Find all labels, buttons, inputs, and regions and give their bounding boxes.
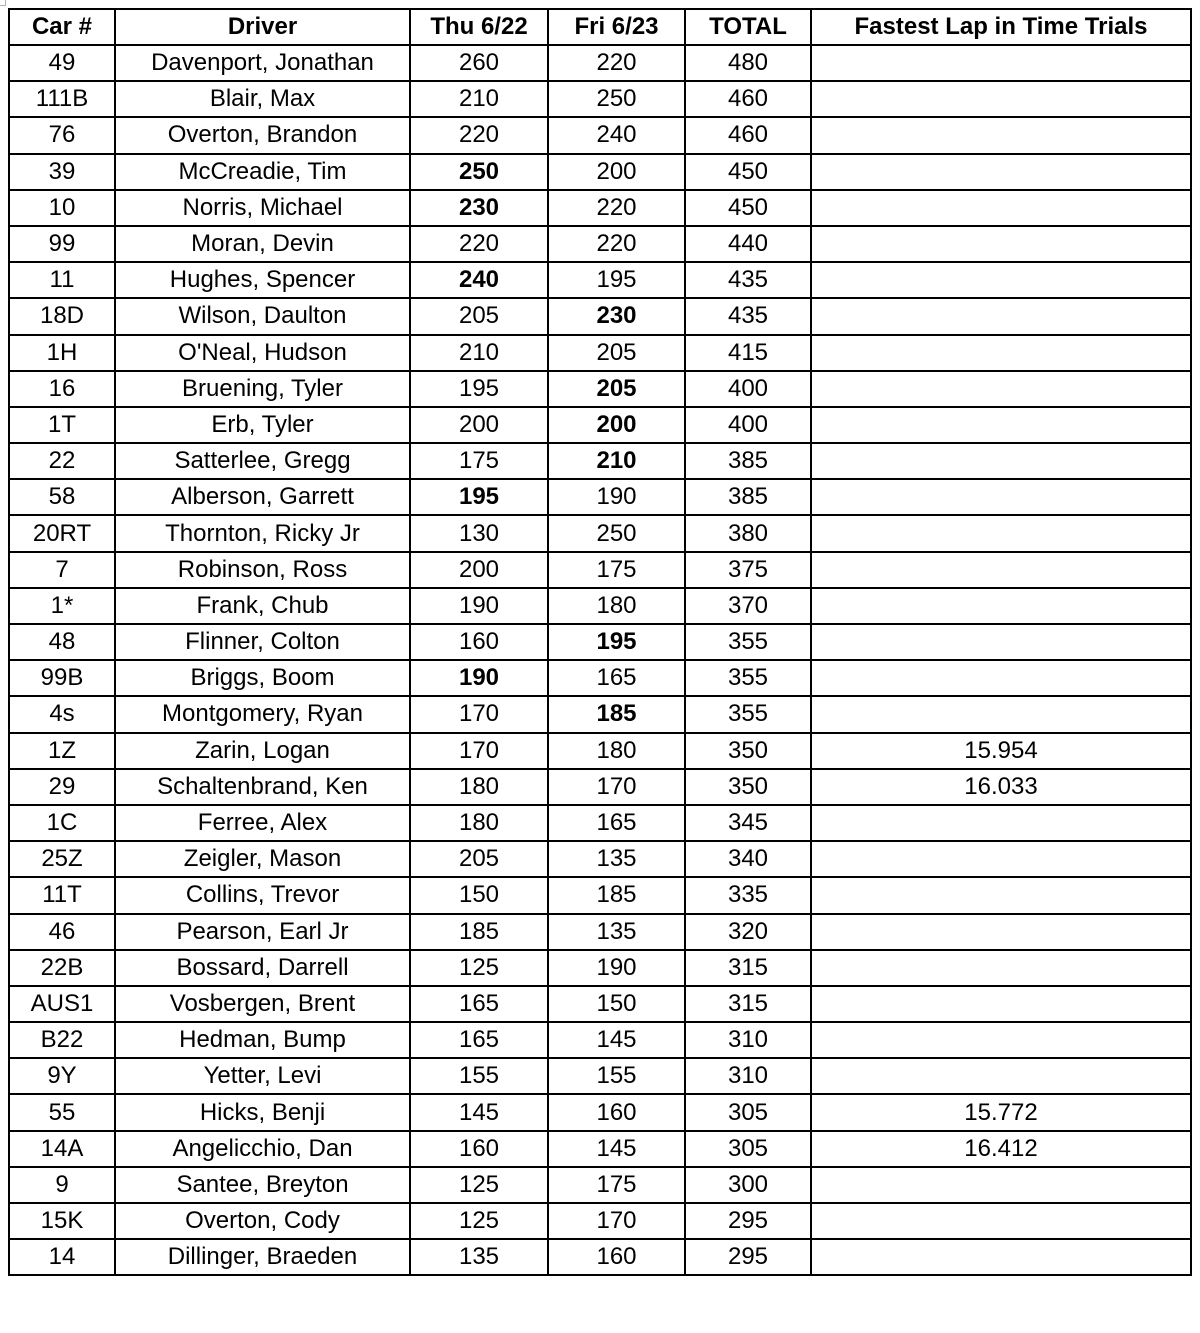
cell-total-points: 300 <box>685 1167 811 1203</box>
table-row <box>9 479 1191 515</box>
cell-thursday-points: 170 <box>410 696 548 732</box>
cell-friday-points: 250 <box>548 515 685 551</box>
cell-thursday-points: 165 <box>410 986 548 1022</box>
cell-friday-points: 145 <box>548 1131 685 1167</box>
cell-total-points: 305 <box>685 1131 811 1167</box>
cell-car-number: 22B <box>9 950 115 986</box>
cell-driver: Wilson, Daulton <box>115 298 410 334</box>
cell-total-points: 295 <box>685 1203 811 1239</box>
cell-fastest-lap <box>811 226 1191 262</box>
cell-total-points: 335 <box>685 877 811 913</box>
cell-driver: Bruening, Tyler <box>115 371 410 407</box>
cell-fastest-lap <box>811 588 1191 624</box>
cell-thursday-points: 195 <box>410 479 548 515</box>
cell-total-points: 310 <box>685 1058 811 1094</box>
cell-friday-points: 160 <box>548 1094 685 1130</box>
cell-car-number: 29 <box>9 769 115 805</box>
table-row <box>9 81 1191 117</box>
cell-driver: Alberson, Garrett <box>115 479 410 515</box>
table-row <box>9 733 1191 769</box>
cell-car-number: 11T <box>9 877 115 913</box>
cell-total-points: 460 <box>685 81 811 117</box>
cell-fastest-lap <box>811 443 1191 479</box>
cell-car-number: 15K <box>9 1203 115 1239</box>
cell-driver: Zarin, Logan <box>115 733 410 769</box>
table-row <box>9 1167 1191 1203</box>
cell-friday-points: 230 <box>548 298 685 334</box>
cell-fastest-lap: 15.772 <box>811 1094 1191 1130</box>
cell-fastest-lap <box>811 117 1191 153</box>
cell-friday-points: 165 <box>548 660 685 696</box>
cell-driver: Briggs, Boom <box>115 660 410 696</box>
header-fastest-lap: Fastest Lap in Time Trials <box>811 9 1191 45</box>
cell-total-points: 400 <box>685 371 811 407</box>
cell-car-number: 9Y <box>9 1058 115 1094</box>
cell-friday-points: 160 <box>548 1239 685 1275</box>
cell-thursday-points: 195 <box>410 371 548 407</box>
header-thursday: Thu 6/22 <box>410 9 548 45</box>
cell-thursday-points: 210 <box>410 81 548 117</box>
table-row <box>9 1058 1191 1094</box>
cell-fastest-lap <box>811 624 1191 660</box>
cell-friday-points: 180 <box>548 588 685 624</box>
cell-total-points: 355 <box>685 696 811 732</box>
cell-thursday-points: 250 <box>410 154 548 190</box>
cell-total-points: 355 <box>685 660 811 696</box>
cell-fastest-lap <box>811 552 1191 588</box>
cell-driver: Blair, Max <box>115 81 410 117</box>
cell-driver: Robinson, Ross <box>115 552 410 588</box>
cell-driver: Hughes, Spencer <box>115 262 410 298</box>
cell-fastest-lap: 15.954 <box>811 733 1191 769</box>
cell-total-points: 435 <box>685 262 811 298</box>
cell-thursday-points: 260 <box>410 45 548 81</box>
cell-friday-points: 175 <box>548 552 685 588</box>
table-row <box>9 624 1191 660</box>
cell-fastest-lap <box>811 805 1191 841</box>
cell-driver: Overton, Cody <box>115 1203 410 1239</box>
cell-friday-points: 185 <box>548 877 685 913</box>
cell-fastest-lap <box>811 914 1191 950</box>
table-row <box>9 154 1191 190</box>
cell-thursday-points: 205 <box>410 841 548 877</box>
cell-car-number: 4s <box>9 696 115 732</box>
cell-total-points: 450 <box>685 190 811 226</box>
page-corner-mark <box>0 0 6 6</box>
table-row <box>9 1022 1191 1058</box>
cell-friday-points: 195 <box>548 262 685 298</box>
cell-car-number: 111B <box>9 81 115 117</box>
cell-driver: Flinner, Colton <box>115 624 410 660</box>
cell-total-points: 315 <box>685 950 811 986</box>
table-row <box>9 769 1191 805</box>
cell-total-points: 480 <box>685 45 811 81</box>
cell-fastest-lap <box>811 950 1191 986</box>
cell-fastest-lap <box>811 1022 1191 1058</box>
cell-car-number: 76 <box>9 117 115 153</box>
cell-fastest-lap <box>811 1058 1191 1094</box>
cell-thursday-points: 205 <box>410 298 548 334</box>
header-friday: Fri 6/23 <box>548 9 685 45</box>
cell-friday-points: 190 <box>548 479 685 515</box>
table-row <box>9 298 1191 334</box>
cell-driver: Frank, Chub <box>115 588 410 624</box>
cell-driver: Yetter, Levi <box>115 1058 410 1094</box>
cell-driver: Satterlee, Gregg <box>115 443 410 479</box>
cell-total-points: 350 <box>685 769 811 805</box>
cell-car-number: 55 <box>9 1094 115 1130</box>
cell-thursday-points: 160 <box>410 1131 548 1167</box>
cell-total-points: 385 <box>685 479 811 515</box>
table-row <box>9 190 1191 226</box>
cell-car-number: 11 <box>9 262 115 298</box>
cell-thursday-points: 160 <box>410 624 548 660</box>
table-row <box>9 262 1191 298</box>
cell-driver: Norris, Michael <box>115 190 410 226</box>
cell-friday-points: 195 <box>548 624 685 660</box>
cell-thursday-points: 190 <box>410 588 548 624</box>
cell-car-number: 1* <box>9 588 115 624</box>
cell-thursday-points: 145 <box>410 1094 548 1130</box>
cell-fastest-lap <box>811 371 1191 407</box>
cell-thursday-points: 170 <box>410 733 548 769</box>
cell-driver: Montgomery, Ryan <box>115 696 410 732</box>
table-row <box>9 335 1191 371</box>
table-row <box>9 1203 1191 1239</box>
cell-fastest-lap <box>811 515 1191 551</box>
cell-fastest-lap <box>811 407 1191 443</box>
cell-total-points: 350 <box>685 733 811 769</box>
cell-fastest-lap <box>811 1239 1191 1275</box>
table-row <box>9 805 1191 841</box>
cell-driver: Pearson, Earl Jr <box>115 914 410 950</box>
cell-friday-points: 220 <box>548 190 685 226</box>
cell-fastest-lap <box>811 696 1191 732</box>
cell-total-points: 375 <box>685 552 811 588</box>
cell-friday-points: 150 <box>548 986 685 1022</box>
table-row <box>9 407 1191 443</box>
cell-car-number: 46 <box>9 914 115 950</box>
cell-fastest-lap <box>811 986 1191 1022</box>
cell-friday-points: 155 <box>548 1058 685 1094</box>
cell-driver: O'Neal, Hudson <box>115 335 410 371</box>
cell-driver: Collins, Trevor <box>115 877 410 913</box>
table-row <box>9 552 1191 588</box>
cell-thursday-points: 180 <box>410 769 548 805</box>
cell-fastest-lap <box>811 190 1191 226</box>
cell-fastest-lap <box>811 479 1191 515</box>
cell-total-points: 310 <box>685 1022 811 1058</box>
cell-total-points: 370 <box>685 588 811 624</box>
cell-thursday-points: 125 <box>410 950 548 986</box>
cell-total-points: 435 <box>685 298 811 334</box>
cell-car-number: 14A <box>9 1131 115 1167</box>
table-row <box>9 986 1191 1022</box>
table-row <box>9 588 1191 624</box>
cell-driver: Hicks, Benji <box>115 1094 410 1130</box>
cell-car-number: 1H <box>9 335 115 371</box>
cell-thursday-points: 220 <box>410 117 548 153</box>
cell-total-points: 345 <box>685 805 811 841</box>
cell-driver: McCreadie, Tim <box>115 154 410 190</box>
cell-thursday-points: 155 <box>410 1058 548 1094</box>
cell-car-number: 9 <box>9 1167 115 1203</box>
cell-total-points: 440 <box>685 226 811 262</box>
cell-friday-points: 210 <box>548 443 685 479</box>
cell-friday-points: 200 <box>548 154 685 190</box>
cell-driver: Dillinger, Braeden <box>115 1239 410 1275</box>
table-row <box>9 226 1191 262</box>
cell-driver: Moran, Devin <box>115 226 410 262</box>
cell-car-number: 1Z <box>9 733 115 769</box>
cell-car-number: 1T <box>9 407 115 443</box>
cell-driver: Ferree, Alex <box>115 805 410 841</box>
cell-fastest-lap <box>811 1203 1191 1239</box>
table-row <box>9 914 1191 950</box>
cell-driver: Thornton, Ricky Jr <box>115 515 410 551</box>
cell-total-points: 460 <box>685 117 811 153</box>
cell-total-points: 385 <box>685 443 811 479</box>
cell-total-points: 340 <box>685 841 811 877</box>
cell-thursday-points: 130 <box>410 515 548 551</box>
cell-thursday-points: 180 <box>410 805 548 841</box>
cell-friday-points: 145 <box>548 1022 685 1058</box>
table-row <box>9 950 1191 986</box>
cell-fastest-lap: 16.412 <box>811 1131 1191 1167</box>
cell-friday-points: 185 <box>548 696 685 732</box>
cell-car-number: 7 <box>9 552 115 588</box>
cell-fastest-lap <box>811 81 1191 117</box>
cell-total-points: 315 <box>685 986 811 1022</box>
cell-thursday-points: 125 <box>410 1203 548 1239</box>
cell-car-number: 48 <box>9 624 115 660</box>
cell-total-points: 380 <box>685 515 811 551</box>
table-body <box>9 45 1191 1275</box>
cell-driver: Bossard, Darrell <box>115 950 410 986</box>
cell-car-number: 22 <box>9 443 115 479</box>
table-row <box>9 443 1191 479</box>
cell-total-points: 415 <box>685 335 811 371</box>
cell-friday-points: 190 <box>548 950 685 986</box>
cell-friday-points: 240 <box>548 117 685 153</box>
cell-driver: Davenport, Jonathan <box>115 45 410 81</box>
header-row <box>9 9 1191 45</box>
cell-friday-points: 165 <box>548 805 685 841</box>
cell-friday-points: 170 <box>548 769 685 805</box>
cell-car-number: 18D <box>9 298 115 334</box>
cell-thursday-points: 240 <box>410 262 548 298</box>
cell-thursday-points: 200 <box>410 407 548 443</box>
table-row <box>9 515 1191 551</box>
cell-fastest-lap <box>811 660 1191 696</box>
cell-car-number: AUS1 <box>9 986 115 1022</box>
cell-friday-points: 250 <box>548 81 685 117</box>
table-row <box>9 371 1191 407</box>
cell-thursday-points: 220 <box>410 226 548 262</box>
cell-car-number: 99B <box>9 660 115 696</box>
cell-car-number: 10 <box>9 190 115 226</box>
cell-total-points: 400 <box>685 407 811 443</box>
cell-driver: Santee, Breyton <box>115 1167 410 1203</box>
cell-driver: Overton, Brandon <box>115 117 410 153</box>
cell-car-number: 25Z <box>9 841 115 877</box>
cell-car-number: 49 <box>9 45 115 81</box>
cell-thursday-points: 135 <box>410 1239 548 1275</box>
header-driver: Driver <box>115 9 410 45</box>
cell-car-number: 16 <box>9 371 115 407</box>
cell-car-number: 39 <box>9 154 115 190</box>
cell-fastest-lap <box>811 45 1191 81</box>
cell-driver: Schaltenbrand, Ken <box>115 769 410 805</box>
cell-thursday-points: 230 <box>410 190 548 226</box>
cell-thursday-points: 165 <box>410 1022 548 1058</box>
cell-fastest-lap <box>811 298 1191 334</box>
points-standings-table <box>8 8 1192 1276</box>
cell-car-number: 20RT <box>9 515 115 551</box>
cell-friday-points: 220 <box>548 226 685 262</box>
cell-friday-points: 175 <box>548 1167 685 1203</box>
table-row <box>9 1094 1191 1130</box>
cell-driver: Vosbergen, Brent <box>115 986 410 1022</box>
cell-thursday-points: 150 <box>410 877 548 913</box>
cell-friday-points: 205 <box>548 335 685 371</box>
cell-total-points: 355 <box>685 624 811 660</box>
cell-fastest-lap <box>811 877 1191 913</box>
cell-car-number: B22 <box>9 1022 115 1058</box>
cell-total-points: 295 <box>685 1239 811 1275</box>
cell-driver: Hedman, Bump <box>115 1022 410 1058</box>
table-row <box>9 841 1191 877</box>
cell-friday-points: 200 <box>548 407 685 443</box>
header-car-number: Car # <box>9 9 115 45</box>
header-total: TOTAL <box>685 9 811 45</box>
cell-fastest-lap <box>811 335 1191 371</box>
cell-thursday-points: 190 <box>410 660 548 696</box>
cell-thursday-points: 210 <box>410 335 548 371</box>
cell-friday-points: 135 <box>548 914 685 950</box>
table-row <box>9 117 1191 153</box>
cell-friday-points: 135 <box>548 841 685 877</box>
cell-fastest-lap <box>811 841 1191 877</box>
cell-friday-points: 170 <box>548 1203 685 1239</box>
cell-thursday-points: 200 <box>410 552 548 588</box>
cell-driver: Erb, Tyler <box>115 407 410 443</box>
cell-thursday-points: 175 <box>410 443 548 479</box>
cell-thursday-points: 185 <box>410 914 548 950</box>
cell-car-number: 14 <box>9 1239 115 1275</box>
table-row <box>9 660 1191 696</box>
cell-fastest-lap <box>811 154 1191 190</box>
cell-car-number: 99 <box>9 226 115 262</box>
cell-thursday-points: 125 <box>410 1167 548 1203</box>
cell-car-number: 58 <box>9 479 115 515</box>
cell-total-points: 450 <box>685 154 811 190</box>
table-row <box>9 696 1191 732</box>
cell-friday-points: 220 <box>548 45 685 81</box>
cell-fastest-lap: 16.033 <box>811 769 1191 805</box>
cell-car-number: 1C <box>9 805 115 841</box>
table-row <box>9 45 1191 81</box>
cell-friday-points: 180 <box>548 733 685 769</box>
cell-total-points: 305 <box>685 1094 811 1130</box>
cell-friday-points: 205 <box>548 371 685 407</box>
table-row <box>9 1239 1191 1275</box>
cell-total-points: 320 <box>685 914 811 950</box>
cell-fastest-lap <box>811 1167 1191 1203</box>
cell-fastest-lap <box>811 262 1191 298</box>
table-row <box>9 877 1191 913</box>
cell-driver: Angelicchio, Dan <box>115 1131 410 1167</box>
cell-driver: Zeigler, Mason <box>115 841 410 877</box>
table-row <box>9 1131 1191 1167</box>
